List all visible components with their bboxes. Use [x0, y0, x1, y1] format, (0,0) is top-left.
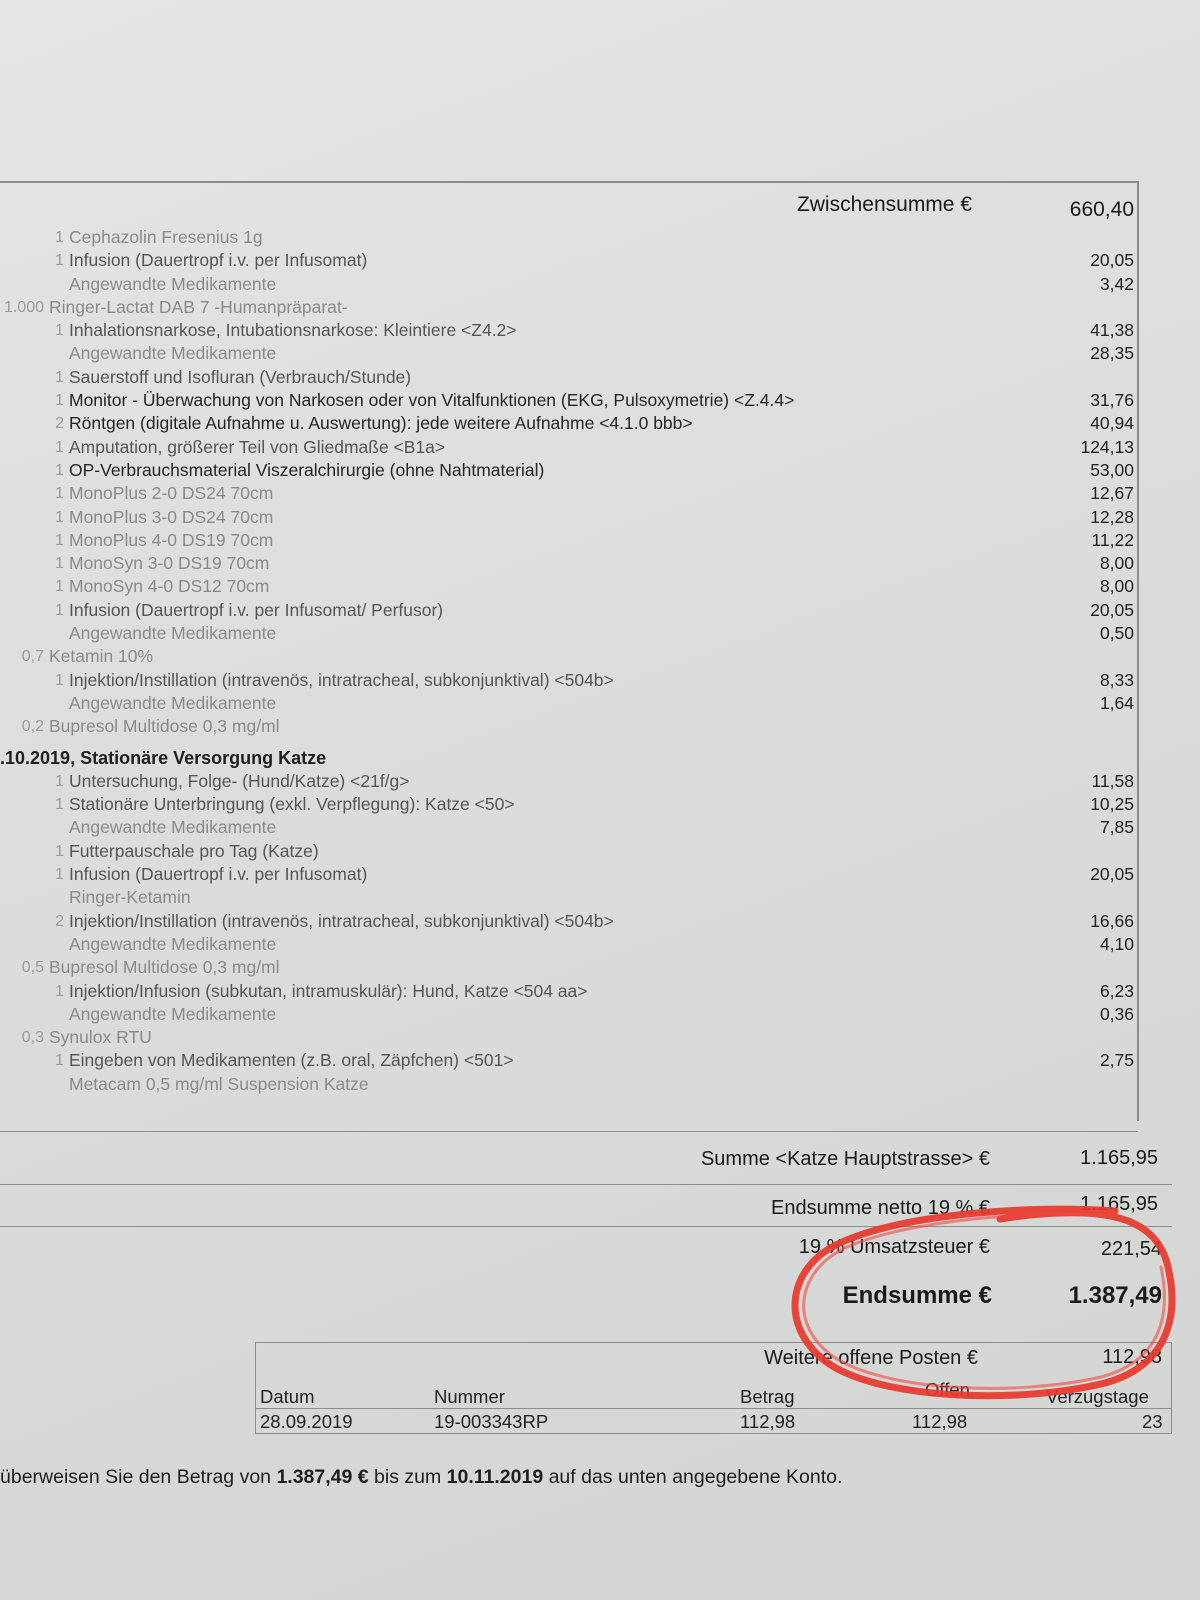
line-item: [0, 956, 1200, 979]
line-item: [0, 1049, 1200, 1072]
col-verzug-header: Verzugstage: [1046, 1386, 1149, 1407]
line-item: [0, 770, 1200, 793]
item-amount: 20,05: [1090, 250, 1134, 271]
line-item: [0, 715, 1200, 738]
item-amount: 7,85: [1099, 817, 1134, 838]
item-description: Bupresol Multidose 0,3 mg/ml: [49, 716, 280, 737]
line-item: [0, 840, 1200, 863]
item-description: Stationäre Unterbringung (exkl. Verpflegung): Katze <50>: [69, 794, 515, 815]
item-qty: 1: [55, 485, 64, 503]
row-datum: 28.09.2019: [260, 1411, 353, 1432]
item-qty: 0,7: [21, 648, 44, 666]
line-item: [0, 1073, 1200, 1096]
item-description: OP-Verbrauchsmaterial Viszeralchirurgie (ohne Nahtmaterial): [69, 459, 545, 480]
item-amount: 41,38: [1090, 320, 1134, 341]
line-item: [0, 226, 1200, 249]
endsumme-netto-value: 1.165,95: [1080, 1193, 1158, 1215]
line-item: [0, 575, 1200, 598]
item-description: Infusion (Dauertropf i.v. per Infusomat): [69, 250, 368, 271]
item-description: Monitor - Überwachung von Narkosen oder von Vitalfunktionen (EKG, Pulsoxymetrie) <Z.4.4>: [69, 390, 795, 411]
item-qty: 1: [55, 392, 64, 410]
item-qty: 1: [55, 578, 64, 596]
item-description: .10.2019, Stationäre Versorgung Katze: [0, 747, 327, 768]
line-item: [0, 249, 1200, 272]
line-item: [0, 482, 1200, 505]
item-amount: 53,00: [1090, 459, 1134, 480]
item-qty: 2: [55, 912, 64, 930]
line-item: [0, 366, 1200, 389]
item-qty: 1: [55, 252, 64, 270]
row-betrag: 112,98: [740, 1411, 796, 1432]
item-description: Injektion/Instillation (intravenös, intratracheal, subkonjunktival) <504b>: [69, 669, 614, 690]
footer-pre: überweisen Sie den Betrag von: [0, 1466, 277, 1488]
footer-mid: bis zum: [368, 1466, 447, 1488]
item-description: Metacam 0,5 mg/ml Suspension Katze: [69, 1073, 369, 1094]
line-item: [0, 910, 1200, 933]
item-qty: 2: [55, 415, 64, 433]
item-description: Angewandte Medikamente: [69, 273, 277, 294]
line-item: [0, 622, 1200, 645]
col-nummer-header: Nummer: [434, 1386, 505, 1407]
item-amount: 11,22: [1091, 529, 1134, 550]
item-amount: 40,94: [1090, 413, 1134, 434]
item-amount: 0,50: [1099, 623, 1134, 644]
item-description: Synulox RTU: [49, 1027, 152, 1048]
item-qty: 1: [55, 796, 64, 814]
summe-label: Summe <Katze Hauptstrasse> €: [700, 1148, 990, 1170]
item-amount: 20,05: [1090, 599, 1134, 620]
item-amount: 1,64: [1099, 692, 1134, 713]
item-description: Angewandte Medikamente: [69, 1003, 277, 1024]
item-description: Sauerstoff und Isofluran (Verbrauch/Stunde): [69, 366, 412, 387]
row-offen: 112,98: [912, 1411, 968, 1432]
line-item: [0, 692, 1200, 715]
item-description: Angewandte Medikamente: [69, 623, 277, 644]
footer-amount: 1.387,49 €: [276, 1466, 369, 1488]
item-description: Amputation, größerer Teil von Gliedmaße <B1a>: [69, 436, 446, 457]
item-amount: 2,75: [1099, 1050, 1134, 1071]
line-item: [0, 412, 1200, 435]
open-items-header-rule: [255, 1408, 1172, 1409]
section-heading: [0, 747, 1200, 770]
row-verzug: 23: [1142, 1411, 1163, 1432]
item-description: MonoPlus 3-0 DS24 70cm: [69, 506, 274, 527]
item-amount: 4,10: [1099, 933, 1134, 954]
line-item: [0, 980, 1200, 1003]
line-item: [0, 436, 1200, 459]
item-description: MonoPlus 2-0 DS24 70cm: [69, 483, 274, 504]
item-amount: 10,25: [1090, 794, 1134, 815]
item-amount: 12,28: [1090, 506, 1134, 527]
item-description: Röntgen (digitale Aufnahme u. Auswertung): jede weitere Aufnahme <4.1.0 bbb>: [69, 413, 693, 434]
item-amount: 8,33: [1099, 669, 1134, 690]
subtotal-label: Zwischensumme €: [796, 193, 972, 216]
item-amount: 124,13: [1080, 436, 1134, 457]
item-qty: 1.000: [3, 298, 44, 316]
item-qty: 1: [55, 982, 64, 1000]
item-qty: 1: [55, 461, 64, 479]
item-description: MonoSyn 4-0 DS12 70cm: [69, 576, 270, 597]
line-item: [0, 599, 1200, 622]
item-qty: 1: [55, 671, 64, 689]
item-description: Angewandte Medikamente: [69, 933, 277, 954]
line-item: [0, 816, 1200, 839]
open-items-border-left: [255, 1342, 256, 1434]
item-qty: 1: [55, 842, 64, 860]
item-description: MonoSyn 3-0 DS19 70cm: [69, 553, 270, 574]
line-items: [0, 226, 1200, 1096]
item-description: Inhalationsnarkose, Intubationsnarkose: Kleintiere <Z4.2>: [69, 320, 517, 341]
item-description: Infusion (Dauertropf i.v. per Infusomat): [69, 864, 368, 885]
item-qty: 0,2: [21, 718, 44, 736]
item-description: Futterpauschale pro Tag (Katze): [69, 840, 319, 861]
item-qty: 1: [55, 866, 64, 884]
item-amount: 6,23: [1099, 980, 1134, 1001]
top-rule: [0, 181, 1138, 183]
item-qty: 1: [55, 1052, 64, 1070]
item-description: Angewandte Medikamente: [69, 817, 277, 838]
endsumme-value: 1.387,49: [1068, 1282, 1162, 1309]
item-amount: 12,67: [1090, 483, 1134, 504]
open-items-border-right: [1171, 1342, 1172, 1434]
item-qty: 0,5: [21, 959, 44, 977]
line-item: [0, 342, 1200, 365]
line-item: [0, 529, 1200, 552]
summe-rule-bottom: [0, 1184, 1172, 1185]
line-item: [0, 1003, 1200, 1026]
item-qty: 1: [55, 531, 64, 549]
open-items-label: Weitere offene Posten €: [764, 1347, 978, 1369]
ust-label: 19 % Umsatzsteuer €: [798, 1236, 990, 1258]
endsumme-netto-label: Endsumme netto 19 % €: [770, 1197, 990, 1219]
item-qty: 1: [55, 368, 64, 386]
line-item: [0, 459, 1200, 482]
item-qty: 1: [55, 555, 64, 573]
item-description: Cephazolin Fresenius 1g: [69, 227, 263, 247]
line-item: [0, 552, 1200, 575]
summe-rule-top: [0, 1131, 1138, 1132]
item-qty: 1: [55, 229, 64, 246]
item-description: Angewandte Medikamente: [69, 692, 277, 713]
line-item: [0, 1026, 1200, 1049]
col-offen-header: Offen: [925, 1379, 970, 1400]
subtotal-value: 660,40: [1069, 198, 1134, 221]
item-description: Injektion/Instillation (intravenös, intratracheal, subkonjunktival) <504b>: [69, 910, 614, 931]
row-nummer: 19-003343RP: [434, 1411, 549, 1432]
line-item: [0, 669, 1200, 692]
item-description: MonoPlus 4-0 DS19 70cm: [69, 529, 274, 550]
item-qty: 0,3: [21, 1029, 44, 1047]
item-description: Ketamin 10%: [49, 646, 154, 667]
line-item: [0, 645, 1200, 668]
footer-date: 10.11.2019: [446, 1466, 544, 1488]
item-amount: 16,66: [1090, 910, 1134, 931]
col-datum-header: Datum: [260, 1386, 315, 1407]
item-description: Infusion (Dauertropf i.v. per Infusomat/ Perfusor): [69, 599, 444, 620]
line-item: [0, 886, 1200, 909]
item-description: Untersuchung, Folge- (Hund/Katze) <21f/g>: [69, 770, 410, 791]
item-amount: 31,76: [1090, 390, 1134, 411]
item-qty: 1: [55, 438, 64, 456]
endsumme-label: Endsumme €: [842, 1282, 992, 1309]
item-amount: 3,42: [1099, 273, 1134, 294]
item-amount: 28,35: [1090, 343, 1134, 364]
item-qty: 1: [55, 601, 64, 619]
item-qty: 1: [55, 772, 64, 790]
col-betrag-header: Betrag: [740, 1386, 795, 1407]
item-amount: 11,58: [1091, 770, 1134, 791]
line-item: [0, 863, 1200, 886]
summe-value: 1.165,95: [1080, 1147, 1158, 1169]
item-description: Bupresol Multidose 0,3 mg/ml: [49, 957, 280, 978]
item-amount: 8,00: [1099, 576, 1134, 597]
line-item: [0, 793, 1200, 816]
item-description: Eingeben von Medikamenten (z.B. oral, Zäpfchen) <501>: [69, 1050, 514, 1071]
item-description: Angewandte Medikamente: [69, 343, 277, 364]
open-items-value: 112,98: [1102, 1346, 1162, 1368]
line-item: [0, 319, 1200, 342]
netto-rule: [0, 1226, 1172, 1227]
line-item: [0, 933, 1200, 956]
item-description: Injektion/Infusion (subkutan, intramuskulär): Hund, Katze <504 aa>: [69, 980, 588, 1001]
line-item: [0, 273, 1200, 296]
payment-instruction: [0, 1466, 1200, 1489]
item-qty: 1: [55, 508, 64, 526]
ust-value: 221,54: [1100, 1238, 1162, 1260]
item-qty: 1: [55, 322, 64, 340]
open-items-border-top: [255, 1342, 1172, 1343]
item-description: Ringer-Ketamin: [69, 887, 191, 908]
item-description: Ringer-Lactat DAB 7 -Humanpräparat-: [49, 296, 348, 317]
open-items-border-bottom: [255, 1433, 1172, 1434]
line-item: [0, 389, 1200, 412]
line-item: [0, 506, 1200, 529]
footer-post: auf das unten angegebene Konto.: [543, 1466, 843, 1488]
item-amount: 0,36: [1099, 1003, 1134, 1024]
item-amount: 20,05: [1090, 864, 1134, 885]
line-item: [0, 296, 1200, 319]
item-amount: 8,00: [1099, 553, 1134, 574]
